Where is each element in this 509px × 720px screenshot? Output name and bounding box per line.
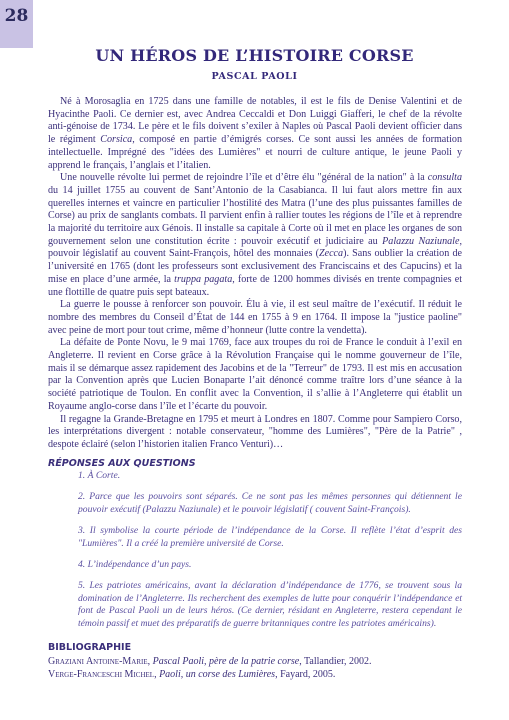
- bibliography-heading: BIBLIOGRAPHIE: [48, 642, 132, 653]
- answer-5: 5. Les patriotes américains, avant la déclaration d’indépendance de 1776, se trouvent sous la domination de l’Angleterre. Ils recherchent des exemples de lutte pour conquérir l’indépendance et font de Pascal Paoli un de leurs héros. (Ce dernier, résidant en Angleterre, restera cependant le témoin passif et muet des préparatifs de guerre britanniques contre les patriotes américains).: [78, 580, 462, 629]
- paragraph-2-text-d: ). Sans oublier la création de l’université en 1765 (dont les professeurs sont exclusivement des Franciscains et des Capucins) et la mise en place d’une armée, la: [48, 248, 462, 285]
- bibliography-rest-2: , Fayard, 2005.: [275, 669, 336, 680]
- paragraph-1-text-b: , composé en partie d’émigrés corses. Ce sont aussi les années de formation intellectuelle. Imprégné des "idées des Lumières" et nourri de culture antique, le jeune Paoli y apprend le français, l’anglais et l’italien.: [48, 134, 462, 171]
- paragraph-2-italic-1: consulta: [427, 172, 462, 184]
- paragraph-2: [48, 172, 462, 299]
- paragraph-1-italic: Corsica: [100, 134, 133, 146]
- bibliography-work-1: Pascal Paoli, père de la patrie corse: [152, 656, 300, 667]
- bibliography-entry-1: [48, 655, 462, 668]
- paragraph-1-text-a: Né à Morosaglia en 1725 dans une famille de notables, il est le fils de Denise Valentini et de Hyacinthe Paoli. Ce dernier est, avec Andrea Ceccaldi et Don Luiggi Giafferi, le chef de la révolte anti-génoise de 1734. Le père et le fils doivent s’exiler à Naples où Pascal Paoli devient officier dans le régiment: [48, 96, 462, 146]
- bibliography-sep-2: ,: [154, 669, 160, 680]
- page-number: 28: [0, 0, 33, 48]
- paragraph-3: La guerre le pousse à renforcer son pouvoir. Élu à vie, il est seul maître de l’exécutif. Il réduit le nombre des membres du Conseil d’État de 144 en 1755 à 9 en 1764. Il impose la "justice paoline" avec peine de mort pour tout crime, même d’honneur (lutte contre la vendetta).: [48, 299, 462, 336]
- page-title: UN HÉROS DE L’HISTOIRE CORSE: [95, 46, 414, 65]
- article-body: [48, 96, 462, 452]
- bibliography-author-1: Graziani Antoine-Marie: [48, 656, 148, 667]
- bibliography-rest-1: , Tallandier, 2002.: [299, 656, 372, 667]
- paragraph-1: [48, 96, 462, 172]
- paragraph-2-text-e: , forte de 1200 hommes divisés en trente compagnies et une flottille de quatre puis sept bateaux.: [48, 273, 463, 298]
- paragraph-2-italic-4: truppa pagata: [174, 273, 233, 285]
- answers-list: [78, 470, 462, 639]
- bibliography-entry-2: [48, 668, 462, 681]
- page-subtitle: PASCAL PAOLI: [211, 71, 298, 82]
- bibliography-author-2: Verge-Franceschi Michel: [48, 669, 155, 680]
- paragraph-2-text-a: Une nouvelle révolte lui permet de rejoindre l’île et d’être élu "général de la nation" à la: [60, 172, 428, 184]
- answer-4: 4. L’indépendance d’un pays.: [78, 559, 192, 571]
- answers-heading: RÉPONSES AUX QUESTIONS: [48, 458, 196, 469]
- paragraph-4: La défaite de Ponte Novu, le 9 mai 1769, face aux troupes du roi de France le conduit à l’exil en Angleterre. Il revient en Corse grâce à la Révolution Française qui le nomme gouverneur de l’île, mais il se démarque assez rapidement des Jacobins et de la "Terreur" de 1793. Il est mis en accusation par la Convention après que Lucien Bonaparte l’ait dénoncé comme traître lors d’une séance à la société patriotique de Toulon. En conflit avec la Convention, il s’allie à l’Angleterre qui établit un Royaume anglo-corse dans l’île et l’écarte du pouvoir.: [48, 337, 462, 412]
- answer-2: 2. Parce que les pouvoirs sont séparés. Ce ne sont pas les mêmes personnes qui détiennent le pouvoir exécutif (Palazzu Naziunale) et le pouvoir législatif ( couvent Saint-François).: [78, 491, 462, 515]
- paragraph-2-italic-2: Palazzu Naziunale: [382, 235, 460, 247]
- paragraph-2-italic-3: Zecca: [318, 248, 344, 260]
- bibliography-sep-1: ,: [147, 656, 153, 667]
- paragraph-5: Il regagne la Grande-Bretagne en 1795 et meurt à Londres en 1807. Comme pour Sampiero Corso, les interprétations divergent : notable conservateur, "homme des Lumières", "Père de la Patrie" , despote éclairé (selon l’historien italien Franco Venturi)…: [48, 413, 462, 450]
- answer-3: 3. Il symbolise la courte période de l’indépendance de la Corse. Il reflète l’état d’esprit des "Lumières". Il a créé la première université de Corse.: [78, 525, 462, 549]
- paragraph-2-text-c: , pouvoir législatif au couvent Saint-François, hôtel des monnaies (: [48, 235, 462, 260]
- answer-1: 1. À Corte.: [78, 470, 121, 481]
- paragraph-2-text-b: du 14 juillet 1755 au couvent de Sant’Antonio de la Casabianca. Il lui faut alors mettre fin aux querelles internes et vaincre en particulier l’hostilité des Matra (l’une des plus puissantes familles de Corse) au prix de sanglants combats. Il parvient enfin à rallier toutes les régions de l’île et à reprendre la majorité du territoire aux Génois. Il installe sa capitale à Corte où il met en place les organes de son gouvernement selon une constitution écrite : pouvoir exécutif et judiciaire au: [48, 184, 462, 247]
- bibliography-work-2: Paoli, un corse des Lumières: [159, 669, 276, 680]
- bibliography-list: [48, 655, 462, 681]
